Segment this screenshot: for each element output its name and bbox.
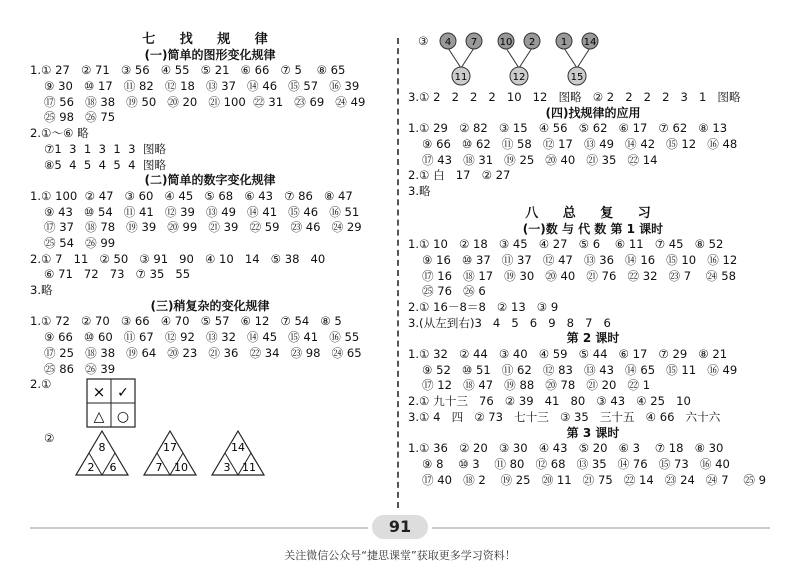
answer-line: ⑨ 30 ⑩ 17 ⑪ 82 ⑫ 18 ⑬ 37 ⑭ 46 ⑮ 57 ⑯ 39 (44, 79, 360, 94)
lesson-1-answers (408, 237, 778, 331)
balloon-value: 1 (560, 37, 568, 48)
answer-line: 2.① 白 17 ② 27 (408, 168, 511, 183)
answer-line: ⑧5 4 5 4 5 4 图略 (44, 157, 167, 172)
answer-line: ⑨ 52 ⑩ 51 ⑪ 62 ⑫ 83 ⑬ 43 ⑭ 65 ⑮ 11 ⑯ 49 (422, 362, 738, 377)
answer-line: ㉕ 98 ㉖ 75 (44, 110, 116, 125)
answer-line: ⑥ 71 72 73 ⑦ 35 55 (44, 267, 191, 282)
section-1-heading: (一)简单的图形变化规律 (144, 47, 276, 62)
balloon-sum: 12 (512, 72, 526, 83)
answer-line: 1.① 10 ② 18 ③ 45 ④ 27 ⑤ 6 ⑥ 11 ⑦ 45 ⑧ 52 (408, 237, 724, 252)
answer-line: ⑨ 8 ⑩ 3 ⑪ 80 ⑫ 68 ⑬ 35 ⑭ 76 ⑮ 73 ⑯ 40 (422, 456, 730, 471)
triangle-top: 17 (163, 441, 177, 455)
balloon-value: 7 (470, 37, 478, 48)
right-column (408, 32, 778, 488)
answer-line: ⑰ 37 ⑱ 78 ⑲ 39 ⑳ 99 ㉑ 39 ㉒ 59 ㉓ 46 ㉔ 29 (44, 220, 362, 235)
triangle-right: 11 (242, 461, 256, 475)
triangle-top: 14 (231, 441, 245, 455)
number-triangle (144, 431, 196, 475)
triangle-left: 7 (155, 461, 163, 475)
answer-line: 1.① 72 ② 70 ③ 66 ④ 70 ⑤ 57 ⑥ 12 ⑦ 54 ⑧ 5 (30, 314, 342, 329)
answer-line: ⑰ 43 ⑱ 31 ⑲ 25 ⑳ 40 ㉑ 35 ㉒ 14 (422, 152, 658, 167)
answer-line: ⑰ 12 ⑱ 47 ⑲ 88 ⑳ 78 ㉑ 20 ㉒ 1 (422, 378, 651, 393)
section-5-heading: (一)数 与 代 数 第 1 课时 (522, 221, 664, 236)
answer-line: 1.① 32 ② 44 ③ 40 ④ 59 ⑤ 44 ⑥ 17 ⑦ 29 ⑧ 21 (408, 347, 728, 362)
check-symbol: ✓ (117, 385, 129, 402)
answer-line: 1.① 27 ② 71 ③ 56 ④ 55 ⑤ 21 ⑥ 66 ⑦ 5 ⑧ 65 (30, 63, 346, 78)
question-label: ② (44, 431, 55, 446)
answer-line: 3.① 2 2 2 2 10 12 图略 ② 2 2 2 2 3 1 图略 (408, 90, 741, 104)
symbol-grid-question (30, 377, 390, 429)
balloon-question (408, 32, 778, 90)
answer-line: ⑰ 25 ⑱ 38 ⑲ 64 ⑳ 23 ㉑ 36 ㉒ 34 ㉓ 98 ㉔ 65 (44, 345, 362, 360)
answer-line: ⑨ 16 ⑩ 37 ⑪ 37 ⑫ 47 ⑬ 36 ⑭ 16 ⑮ 10 ⑯ 12 (422, 252, 738, 267)
answer-line: 3.① 4 四 ② 73 七十三 ③ 35 三十五 ④ 66 六十六 (408, 409, 721, 424)
balloon-sum: 11 (454, 72, 468, 83)
question-label: 2.① (30, 377, 52, 392)
balloon-figures (436, 32, 616, 90)
number-triangles (74, 429, 284, 477)
answer-line: 3.略 (30, 283, 53, 298)
question-label: ③ (418, 34, 429, 48)
answer-line: 2.① 7 11 ② 50 ③ 91 90 ④ 10 14 ⑤ 38 40 (30, 251, 326, 266)
balloon-group (440, 33, 482, 85)
section-4-answers (408, 121, 778, 199)
lesson-2-heading: 第 2 课时 (566, 331, 620, 346)
number-triangle (212, 431, 264, 475)
answer-line: ⑰ 56 ⑱ 38 ⑲ 50 ⑳ 20 ㉑ 100 ㉒ 31 ㉓ 69 ㉔ 49 (44, 94, 366, 109)
triangle-symbol: △ (93, 409, 105, 426)
answer-line: ⑨ 66 ⑩ 62 ⑪ 58 ⑫ 17 ⑬ 49 ⑭ 42 ⑮ 12 ⑯ 48 (422, 137, 738, 152)
cross-symbol: × (92, 383, 106, 402)
page-number: 91 (372, 515, 428, 539)
balloon-sum: 15 (570, 72, 584, 83)
answer-line: 1.① 36 ② 20 ③ 30 ④ 43 ⑤ 20 ⑥ 3 ⑦ 18 ⑧ 30 (408, 441, 724, 456)
lesson-3-heading: 第 3 课时 (566, 425, 620, 440)
lesson-3-answers (408, 441, 778, 488)
answer-line: 2.① 九十三 76 ② 39 41 80 ③ 43 ④ 25 10 (408, 394, 691, 409)
answer-line: ㉕ 86 ㉖ 39 (44, 361, 116, 376)
answer-line: ㉕ 54 ㉖ 99 (44, 235, 116, 250)
answer-line: ⑨ 66 ⑩ 60 ⑪ 67 ⑫ 92 ⑬ 32 ⑭ 45 ⑮ 41 ⑯ 55 (44, 330, 360, 345)
balloon-value: 2 (528, 37, 536, 48)
triangle-left: 3 (223, 461, 231, 475)
answer-line: 2.①～⑥ 略 (30, 126, 89, 141)
lesson-2-answers (408, 347, 778, 425)
section-3-answers (30, 314, 390, 377)
circle-symbol: ○ (116, 409, 130, 426)
answer-line: 2.① 16－8＝8 ② 13 ③ 9 (408, 299, 559, 314)
chapter-8-title: 八 总 复 习 (525, 205, 661, 221)
balloon-value: 4 (444, 37, 452, 48)
triangle-left: 2 (87, 461, 95, 475)
answer-line: 3.(从左到右)3 4 5 6 9 8 7 6 (408, 315, 611, 330)
answer-line: 1.① 100 ② 47 ③ 60 ④ 45 ⑤ 68 ⑥ 43 ⑦ 86 ⑧ 47 (30, 188, 353, 203)
section-2-answers (30, 189, 390, 299)
answer-line: ⑦1 3 1 3 1 3 图略 (44, 141, 167, 156)
balloon-group (498, 33, 540, 85)
column-divider (397, 38, 399, 508)
triangle-right: 6 (109, 461, 117, 475)
balloon-value: 14 (583, 37, 597, 48)
balloon-group (556, 33, 598, 85)
answer-line: ⑰ 40 ⑱ 2 ⑲ 25 ⑳ 11 ㉑ 75 ㉒ 14 ㉓ 24 ㉔ 7 ㉕ 9 (422, 472, 766, 487)
answer-line: ⑰ 16 ⑱ 17 ⑲ 30 ⑳ 40 ㉑ 76 ㉒ 32 ㉓ 7 ㉔ 58 (422, 268, 736, 283)
balloon-value: 10 (499, 37, 513, 48)
triangle-question (30, 429, 390, 479)
triangle-top: 8 (98, 441, 106, 455)
section-1-answers (30, 63, 390, 173)
chapter-7-title: 七 找 规 律 (142, 32, 278, 47)
answer-line: 3.略 (408, 184, 431, 199)
triangle-right: 10 (174, 461, 188, 475)
number-triangle (76, 431, 128, 475)
footer-rule-right (432, 527, 770, 529)
left-column (30, 32, 390, 479)
footer-notice: 关注微信公众号“捷思课堂”获取更多学习资料！ (284, 549, 516, 562)
symbol-grid (86, 378, 136, 428)
footer-rule-left (30, 527, 368, 529)
section-3-heading: (三)稍复杂的变化规律 (150, 298, 270, 313)
answer-line: ㉕ 76 ㉖ 6 (422, 284, 486, 299)
answer-line: 1.① 29 ② 82 ③ 15 ④ 56 ⑤ 62 ⑥ 17 ⑦ 62 ⑧ 13 (408, 121, 728, 136)
answer-line: ⑨ 43 ⑩ 54 ⑪ 41 ⑫ 39 ⑬ 49 ⑭ 41 ⑮ 46 ⑯ 51 (44, 204, 360, 219)
section-4-heading: (四)找规律的应用 (545, 105, 641, 120)
section-2-heading: (二)简单的数字变化规律 (144, 173, 276, 188)
